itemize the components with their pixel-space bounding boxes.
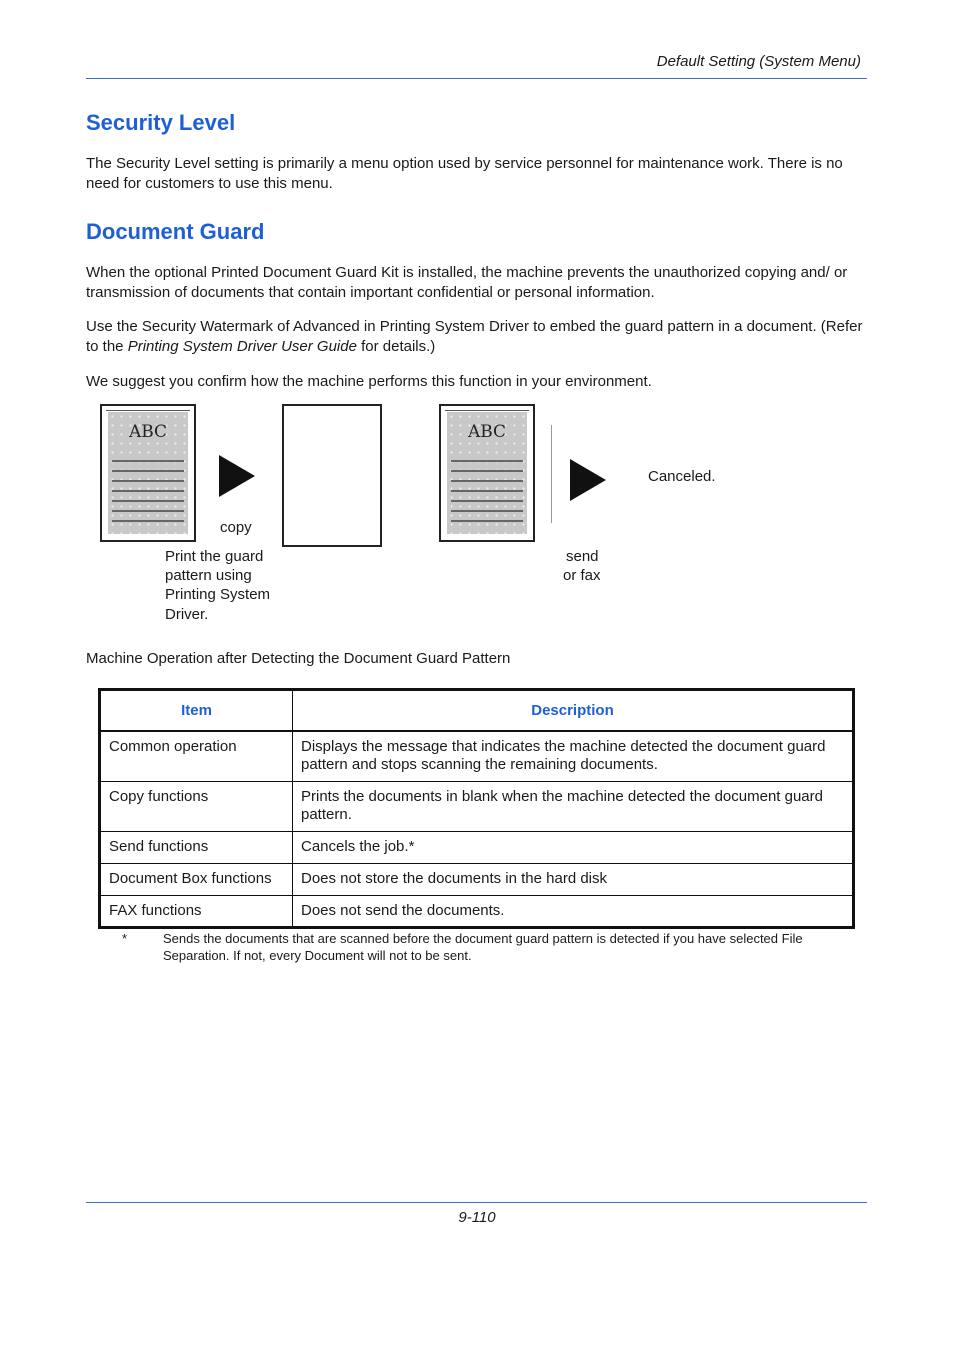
page-number: 9-110 — [458, 1209, 496, 1226]
doc-text-line — [112, 460, 184, 462]
doc-top-line — [445, 410, 529, 411]
item-cell: Copy functions — [100, 781, 293, 831]
table-row — [100, 781, 854, 831]
footer-rule — [86, 1202, 867, 1203]
doc-text-line — [451, 500, 523, 502]
footnote-text: Sends the documents that are scanned before the document guard pattern is detected if you have selected File Separation. If not, every Document will not to be sent. — [163, 931, 803, 963]
table-row — [100, 895, 854, 927]
doc-text-line — [451, 470, 523, 472]
doc-text-line — [112, 520, 184, 522]
security-level-heading: Security Level — [86, 110, 236, 135]
canceled-label: Canceled. — [648, 468, 716, 485]
doc-text-line — [112, 500, 184, 502]
blank-copy-document — [282, 404, 382, 547]
document-guard-para-2 — [86, 317, 871, 356]
doc-text-line — [451, 520, 523, 522]
item-cell: Send functions — [100, 831, 293, 863]
driver-guide-title: Printing System Driver User Guide — [127, 337, 357, 355]
table-caption: Machine Operation after Detecting the Document Guard Pattern — [86, 650, 511, 667]
item-cell: FAX functions — [100, 895, 293, 927]
security-level-text: The Security Level setting is primarily a menu option used by service personnel for maintenance work. There is no need for customers to use this menu. — [86, 155, 843, 192]
item-cell: Common operation — [100, 731, 293, 781]
print-label-line-2: pattern using — [165, 567, 252, 584]
table-row — [100, 731, 854, 781]
description-cell: Does not send the documents. — [293, 895, 854, 927]
send-label-line-1: send — [566, 548, 599, 565]
doc-text-line — [451, 510, 523, 512]
description-cell: Does not store the documents in the hard disk — [293, 863, 854, 895]
item-cell: Document Box functions — [100, 863, 293, 895]
copy-arrow-icon — [219, 455, 255, 497]
copy-label: copy — [220, 519, 252, 536]
print-label-line-1: Print the guard — [165, 548, 264, 565]
guarded-document-send — [439, 404, 535, 542]
para-2-text-start: Use the Security Watermark of Advanced in Printing System Driver to embed the guard pattern in a document. (Refer to the — [86, 318, 863, 355]
doc-text-line — [451, 480, 523, 482]
doc-text-line — [451, 490, 523, 492]
doc-title-text: ABC — [467, 422, 507, 442]
description-cell: Prints the documents in blank when the machine detected the document guard pattern. — [293, 781, 854, 831]
table-row — [100, 863, 854, 895]
description-cell: Displays the message that indicates the machine detected the document guard pattern and stops scanning the remaining documents. — [293, 731, 854, 781]
doc-text-line — [112, 480, 184, 482]
send-arrow-icon — [570, 459, 606, 501]
description-column-header: Description — [293, 690, 854, 732]
doc-top-line — [106, 410, 190, 411]
document-guard-para-1: When the optional Printed Document Guard Kit is installed, the machine prevents the unauthorized copying and/ or transmission of documents that contain important confidential or personal information. — [86, 264, 848, 301]
document-guard-heading: Document Guard — [86, 219, 265, 244]
operations-table — [98, 688, 855, 929]
document-guard-para-3: We suggest you confirm how the machine performs this function in your environment. — [86, 373, 652, 390]
doc-text-line — [451, 460, 523, 462]
para-2-text-end: for details.) — [356, 337, 436, 355]
send-label-line-2: or fax — [563, 567, 601, 584]
header-title: Default Setting (System Menu) — [656, 53, 861, 70]
header-rule — [86, 78, 867, 79]
doc-text-line — [112, 490, 184, 492]
table-row — [100, 831, 854, 863]
item-column-header: Item — [100, 690, 293, 732]
guarded-document-original — [100, 404, 196, 542]
table-header-row — [100, 690, 854, 732]
doc-text-line — [112, 470, 184, 472]
footnote-marker: * — [122, 931, 128, 946]
doc-text-line — [112, 510, 184, 512]
print-label-line-3: Printing System — [165, 586, 271, 603]
doc-title-text: ABC — [128, 422, 168, 442]
print-label-line-4: Driver. — [165, 606, 209, 623]
send-divider — [551, 425, 552, 523]
description-cell: Cancels the job.* — [293, 831, 854, 863]
